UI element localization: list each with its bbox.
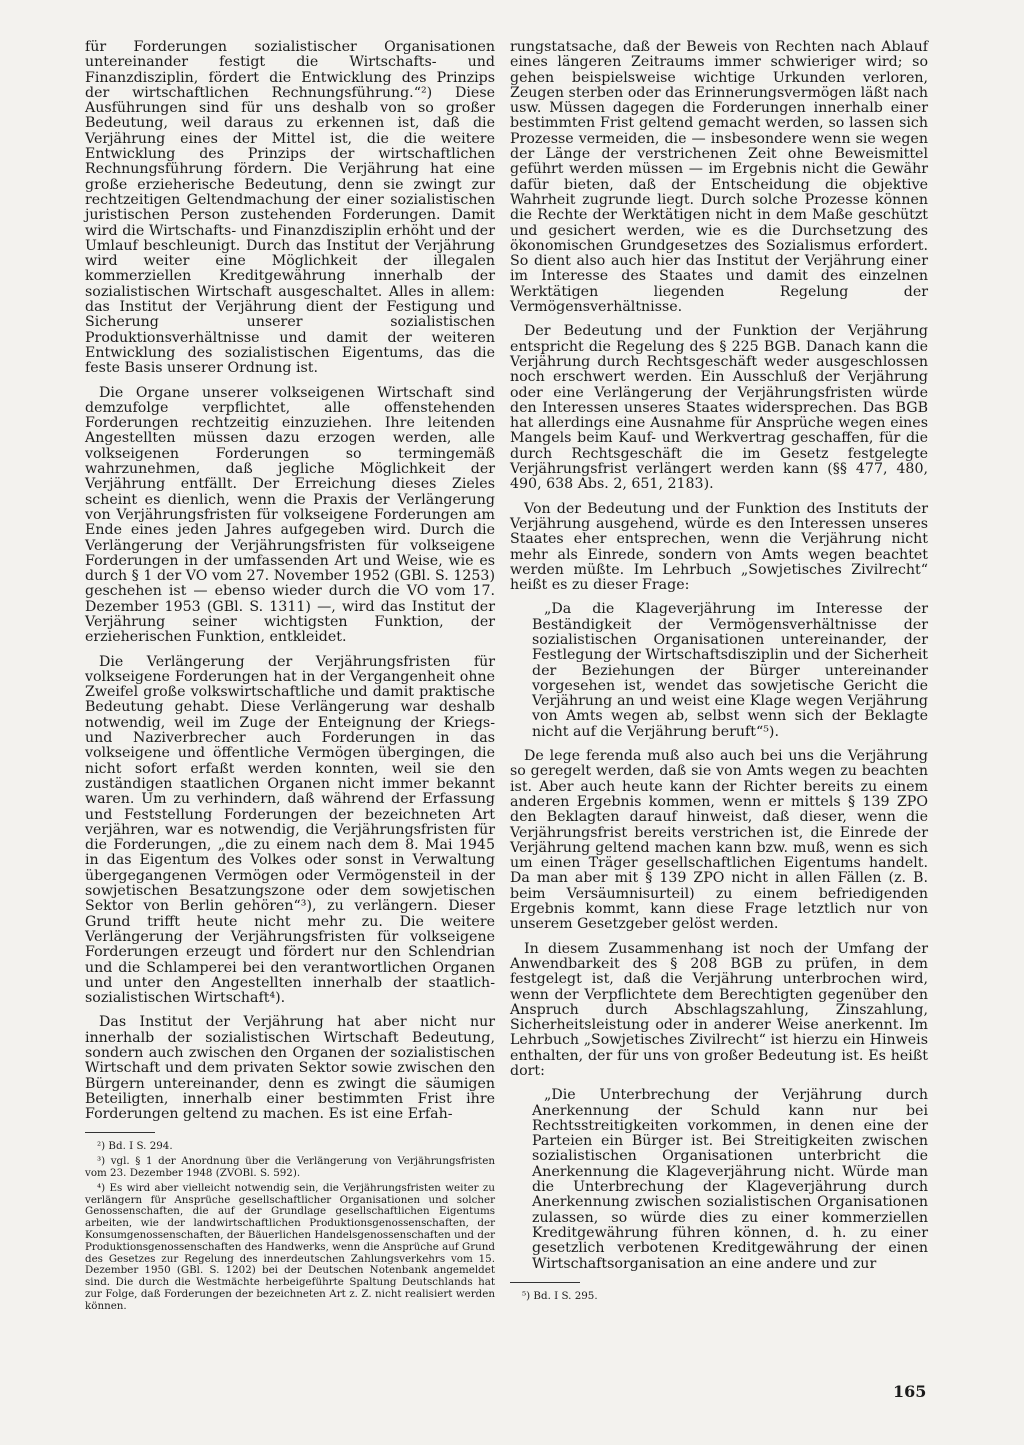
- body-paragraph: rungstatsache, daß der Beweis von Rechten nach Ablauf eines längeren Zeitraums immer schwieriger wird; so gehen beispielsweise wichtige Urkunden verloren, Zeugen sterben oder das Erinnerungsvermögen läßt nach usw. Müssen dagegen die Forderungen innerhalb einer bestimmten Frist geltend gemacht werden, so lassen sich Prozesse vermeiden, die — insbesondere wenn sie wegen der Länge der verstrichenen Zeit ohne Beweismittel geführt werden müssen — im Ergebnis nicht die Gewähr dafür bieten, daß der Entscheidung die objektive Wahrheit zugrunde liegt. Durch solche Prozesse können die Rechte der Werktätigen nicht in dem Maße geschützt und gesichert werden, wie es die Durchsetzung des ökonomischen Grundgesetzes des Sozialismus erfordert. So dient also auch hier das Institut der Verjährung einer im Interesse des Staates und damit des einzelnen Werktätigen liegenden Regelung der Vermögensverhältnisse.: [510, 39, 928, 316]
- footnote: ²) Bd. I S. 294.: [97, 1140, 173, 1153]
- block-quote: „Da die Klageverjährung im Interesse der Beständigkeit der Vermögensverhältnisse der sozialistischen Organisationen untereinander, der Festlegung der Wirtschaftsdisziplin und der Sicherheit der Beziehungen der Bürger untereinander vorgesehen ist, wendet das sowjetische Gericht die Verjährung an und weist eine Klage wegen Verjährung von Amts wegen ab, selbst wenn sich der Beklagte nicht auf die Verjährung beruft“⁵).: [532, 601, 928, 740]
- body-paragraph: De lege ferenda muß also auch bei uns die Verjährung so geregelt werden, daß sie von Amts wegen zu beachten ist. Aber auch heute kann der Richter bereits zu einem anderen Ergebnis kommen, wenn er mittels § 139 ZPO den Beklagten darauf hinweist, daß dieser, wenn die Verjährungsfrist bereits verstrichen ist, die Einrede der Verjährung geltend machen kann bzw. muß, wenn es sich um einen Träger gesellschaftlichen Eigentums handelt. Da man aber mit § 139 ZPO nicht in allen Fällen (z. B. beim Versäumnisurteil) zu einem befriedigenden Ergebnis kommt, kann diese Frage letztlich nur von unserem Gesetzgeber gelöst werden.: [510, 748, 928, 933]
- right-column: [510, 40, 928, 1306]
- body-paragraph: Der Bedeutung und der Funktion der Verjährung entspricht die Regelung des § 225 BGB. Danach kann die Verjährung durch Rechtsgeschäft weder ausgeschlossen noch erschwert werden. Ein Ausschluß der Verjährung oder eine Verlängerung der Verjährungsfristen würde den Interessen unseres Staates widersprechen. Das BGB hat allerdings eine Ausnahme für Ansprüche wegen eines Mangels beim Kauf- und Werkvertrag geschaffen, für die durch Rechtsgeschäft die im Gesetz festgelegte Verjährungsfrist verlängert werden kann (§§ 477, 480, 490, 638 Abs. 2, 651, 2183).: [510, 323, 928, 493]
- footnote-divider: [85, 1132, 155, 1133]
- page-number: 165: [893, 1382, 927, 1401]
- body-paragraph: In diesem Zusammenhang ist noch der Umfang der Anwendbarkeit des § 208 BGB zu prüfen, in dem festgelegt ist, daß die Verjährung unterbrochen wird, wenn der Verpflichtete dem Berechtigten gegenüber den Anspruch durch Abschlagszahlung, Zinszahlung, Sicherheitsleistung oder in anderer Weise anerkennt. Im Lehrbuch „Sowjetisches Zivilrecht“ ist hierzu ein Hinweis enthalten, der für uns von großer Bedeutung ist. Es heißt dort:: [510, 940, 928, 1079]
- body-paragraph: für Forderungen sozialistischer Organisationen untereinander festigt die Wirtschafts- und Finanzdisziplin, fördert die Entwicklung des Prinzips der wirtschaftlichen Rechnungsführung.“²) Diese Ausführungen sind für uns deshalb von so großer Bedeutung, weil daraus zu erkennen ist, daß die Verjährung eines der Mittel ist, die die weitere Entwicklung des Prinzips der wirtschaftlichen Rechnungsführung fördern. Die Verjährung hat eine große erzieherische Bedeutung, denn sie zwingt zur rechtzeitigen Geltendmachung der einer sozialistischen juristischen Person zustehenden Forderungen. Damit wird die Wirtschafts- und Finanzdisziplin erhöht und der Umlauf beschleunigt. Durch das Institut der Verjährung wird weiter eine Möglichkeit der illegalen kommerziellen Kreditgewährung innerhalb der sozialistischen Wirtschaft ausgeschaltet. Alles in allem: das Institut der Verjährung dient der Festigung und Sicherung unserer sozialistischen Produktionsverhältnisse und damit der weiteren Entwicklung des sozialistischen Eigentums, das die feste Basis unserer Ordnung ist.: [85, 39, 495, 377]
- left-column: [85, 40, 495, 1316]
- footnote: ⁵) Bd. I S. 295.: [522, 1289, 598, 1302]
- body-paragraph: Von der Bedeutung und der Funktion des Instituts der Verjährung ausgehend, würde es den Interessen unseres Staates eher entsprechen, wenn die Verjährung nicht mehr als Einrede, sondern von Amts wegen beachtet werden müßte. Im Lehrbuch „Sowjetisches Zivilrecht“ heißt es zu dieser Frage:: [510, 500, 928, 594]
- body-paragraph: Die Verlängerung der Verjährungsfristen für volkseigene Forderungen hat in der Vergangenheit ohne Zweifel große volkswirtschaftliche und damit praktische Bedeutung gehabt. Diese Verlängerung war deshalb notwendig, weil im Zuge der Enteignung der Kriegs- und Naziverbrecher auch Forderungen in das volkseigene und öffentliche Vermögen übergingen, die nicht sofort erfaßt werden konnten, weil sie den zuständigen staatlichen Organen nicht immer bekannt waren. Um zu verhindern, daß während der Erfassung und Feststellung Forderungen der bezeichneten Art verjähren, war es notwendig, die Verjährungsfristen für die Forderungen, „die zu einem nach dem 8. Mai 1945 in das Eigentum des Volkes oder sonst in Verwaltung übergegangenen Vermögen oder Vermögensteil in der sowjetischen Besatzungszone oder dem sowjetischen Sektor von Berlin gehören“³), zu verlängern. Dieser Grund trifft heute nicht mehr zu. Die weitere Verlängerung der Verjährungsfristen für volkseigene Forderungen erzeugt und fördert nur den Schlendrian und die Schlamperei bei den verantwortlichen Organen und unter den Angestellten innerhalb der staatlich-sozialistischen Wirtschaft⁴).: [85, 653, 495, 1007]
- body-paragraph: Die Organe unserer volkseigenen Wirtschaft sind demzufolge verpflichtet, alle offenstehenden Forderungen rechtzeitig einzuziehen. Ihre leitenden Angestellten müssen dazu erzogen werden, alle volkseigenen Forderungen so termingemäß wahrzunehmen, daß jegliche Möglichkeit der Verjährung entfällt. Der Erreichung dieses Zieles scheint es dienlich, wenn die Praxis der Verlängerung von Verjährungsfristen für volkseigene Forderungen am Ende eines jeden Jahres aufgegeben wird. Durch die Verlängerung der Verjährungsfristen für volkseigene Forderungen in der umfassenden Art und Weise, wie es durch § 1 der VO vom 27. November 1952 (GBl. S. 1253) geschehen ist — ebenso wieder durch die VO vom 17. Dezember 1953 (GBl. S. 1311) —, wird das Institut der Verjährung seiner wichtigsten Funktion, der erzieherischen Funktion, entkleidet.: [85, 384, 495, 646]
- footnote: ³) vgl. § 1 der Anordnung über die Verlängerung von Verjährungsfristen vom 23. Dezember 1948 (ZVOBl. S. 592).: [85, 1155, 495, 1180]
- block-quote: „Die Unterbrechung der Verjährung durch Anerkennung der Schuld kann nur bei Rechtsstreitigkeiten vorkommen, in denen eine der Parteien ein Bürger ist. Bei Streitigkeiten zwischen sozialistischen Organisationen unterbricht die Anerkennung die Klageverjährung nicht. Würde man die Unterbrechung der Klageverjährung durch Anerkennung zwischen sozialistischen Organisationen zulassen, so würde dies zu einer kommerziellen Kreditgewährung führen können, d. h. zu einer gesetzlich verbotenen Kreditgewährung der einen Wirtschaftsorganisation an eine andere und zur: [532, 1087, 928, 1272]
- body-paragraph: Das Institut der Verjährung hat aber nicht nur innerhalb der sozialistischen Wirtschaft Bedeutung, sondern auch zwischen den Organen der sozialistischen Wirtschaft und dem privaten Sektor sowie zwischen den Bürgern untereinander, denn es zwingt die säumigen Beteiligten, innerhalb einer bestimmten Frist ihre Forderungen geltend zu machen. Es ist eine Erfah-: [85, 1014, 495, 1123]
- footnote-divider: [510, 1282, 580, 1283]
- footnote: ⁴) Es wird aber vielleicht notwendig sein, die Verjährungsfristen weiter zu verlängern für Ansprüche gesellschaftlicher Organisationen und solcher Genossenschaften, die auf der Grundlage gesellschaftlichen Eigentums arbeiten, wie der landwirtschaftlichen Produktionsgenossenschaften, der Konsumgenossenschaften, der Bäuerlichen Handelsgenossenschaften und der Produktionsgenossenschaften des Handwerks, wenn die Ansprüche auf Grund des Gesetzes zur Regelung des innerdeutschen Zahlungsverkehrs vom 15. Dezember 1950 (GBl. S. 1202) bei der Deutschen Notenbank angemeldet sind. Die durch die Westmächte herbeigeführte Spaltung Deutschlands hat zur Folge, daß Forderungen der bezeichneten Art z. Z. nicht realisiert werden können.: [85, 1181, 495, 1312]
